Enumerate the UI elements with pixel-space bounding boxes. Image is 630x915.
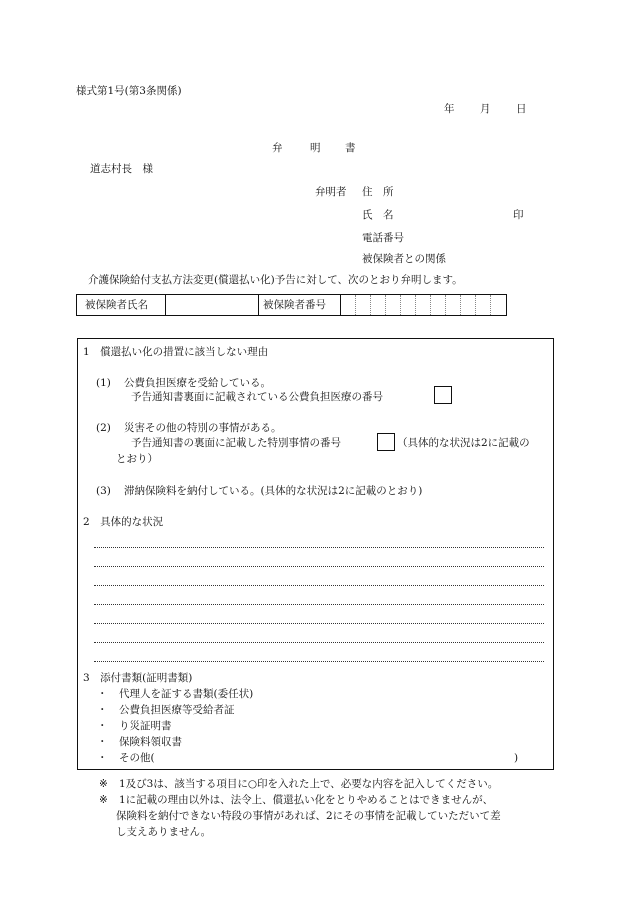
- writing-line[interactable]: [94, 661, 544, 662]
- close-paren: ): [514, 752, 519, 764]
- writing-line[interactable]: [94, 547, 544, 548]
- writing-line[interactable]: [94, 604, 544, 605]
- insured-name-field[interactable]: [166, 295, 258, 315]
- attachment-item: り災証明書: [119, 720, 172, 732]
- bullet: ・: [97, 752, 108, 764]
- note-text: 1及び3は、該当する項目に○印を入れた上で、必要な内容を記入してください。: [119, 778, 499, 790]
- digit-divider: [370, 295, 371, 315]
- reason3-text: 滞納保険料を納付している。(具体的な状況は2に記載のとおり): [124, 485, 423, 497]
- digit-divider: [400, 295, 401, 315]
- date-day-label: 日: [516, 103, 527, 115]
- writing-line[interactable]: [94, 585, 544, 586]
- bullet: ・: [97, 720, 108, 732]
- attachment-item: 代理人を証する書類(委任状): [119, 688, 254, 700]
- reason1-sub: 予告通知書裏面に記載されている公費負担医療の番号: [131, 391, 383, 403]
- item-number: (1): [96, 377, 111, 389]
- section3-heading: 3 添付書類(証明書類): [83, 672, 193, 684]
- reason2-sub: 予告通知書の裏面に記載した特別事情の番号: [131, 437, 341, 449]
- note-text-cont: し支えありません。: [116, 826, 212, 838]
- attachment-item: 公費負担医療等受給者証: [119, 704, 235, 716]
- title-char: 弁: [272, 142, 283, 154]
- special-circumstance-number-box[interactable]: [377, 433, 395, 451]
- public-medical-number-box[interactable]: [434, 386, 452, 404]
- digit-divider: [460, 295, 461, 315]
- digit-divider: [355, 295, 356, 315]
- digit-divider: [490, 295, 491, 315]
- relation-label: 被保険者との関係: [362, 253, 446, 265]
- reason2-note: （具体的な状況は2に記載の: [397, 437, 530, 449]
- table-divider: [258, 295, 259, 315]
- note-text: 1に記載の理由以外は、法令上、償還払い化をとりやめることはできませんが、: [119, 794, 494, 806]
- name-label: 氏 名: [362, 209, 394, 221]
- date-row: [440, 103, 530, 117]
- writing-line[interactable]: [94, 623, 544, 624]
- digit-divider: [430, 295, 431, 315]
- note-text-cont: 保険料を納付できない特段の事情があれば、2にその事情を記載していただいて差: [116, 810, 501, 822]
- insured-name-label: 被保険者氏名: [85, 299, 148, 311]
- seal-label: 印: [513, 209, 524, 221]
- form-number-label: 様式第1号(第3条関係): [76, 85, 182, 97]
- date-year-label: 年: [444, 103, 455, 115]
- note-mark: ※: [99, 778, 108, 790]
- writing-line[interactable]: [94, 566, 544, 567]
- bullet: ・: [97, 736, 108, 748]
- attachment-item: その他(: [119, 752, 155, 764]
- digit-divider: [385, 295, 386, 315]
- digit-divider: [445, 295, 446, 315]
- item-number: (2): [96, 422, 111, 434]
- writing-line[interactable]: [94, 642, 544, 643]
- bullet: ・: [97, 688, 108, 700]
- document-title: [240, 142, 390, 156]
- address-label: 住 所: [362, 186, 394, 198]
- reason2-note-cont: とおり）: [116, 453, 158, 465]
- section2-heading: 2 具体的な状況: [83, 516, 164, 528]
- insured-number-field[interactable]: [341, 295, 506, 315]
- digit-divider: [415, 295, 416, 315]
- item-number: (3): [96, 485, 111, 497]
- section1-heading: 1 償還払い化の措置に該当しない理由: [83, 346, 269, 358]
- intro-statement: 介護保険給付支払方法変更(償還払い化)予告に対して、次のとおり弁明します。: [88, 274, 463, 286]
- reason1-text: 公費負担医療を受給している。: [124, 377, 271, 389]
- title-char: 書: [345, 142, 356, 154]
- reason2-text: 災害その他の特別の事情がある。: [124, 422, 282, 434]
- insured-info-table: [76, 294, 507, 316]
- date-month-label: 月: [480, 103, 491, 115]
- title-char: 明: [310, 142, 321, 154]
- attachment-item: 保険料領収書: [119, 736, 182, 748]
- phone-label: 電話番号: [362, 232, 404, 244]
- bullet: ・: [97, 704, 108, 716]
- applicant-label: 弁明者: [315, 186, 347, 198]
- addressee: 道志村長 様: [90, 163, 153, 175]
- digit-divider: [475, 295, 476, 315]
- insured-number-label: 被保険者番号: [263, 299, 326, 311]
- note-mark: ※: [99, 794, 108, 806]
